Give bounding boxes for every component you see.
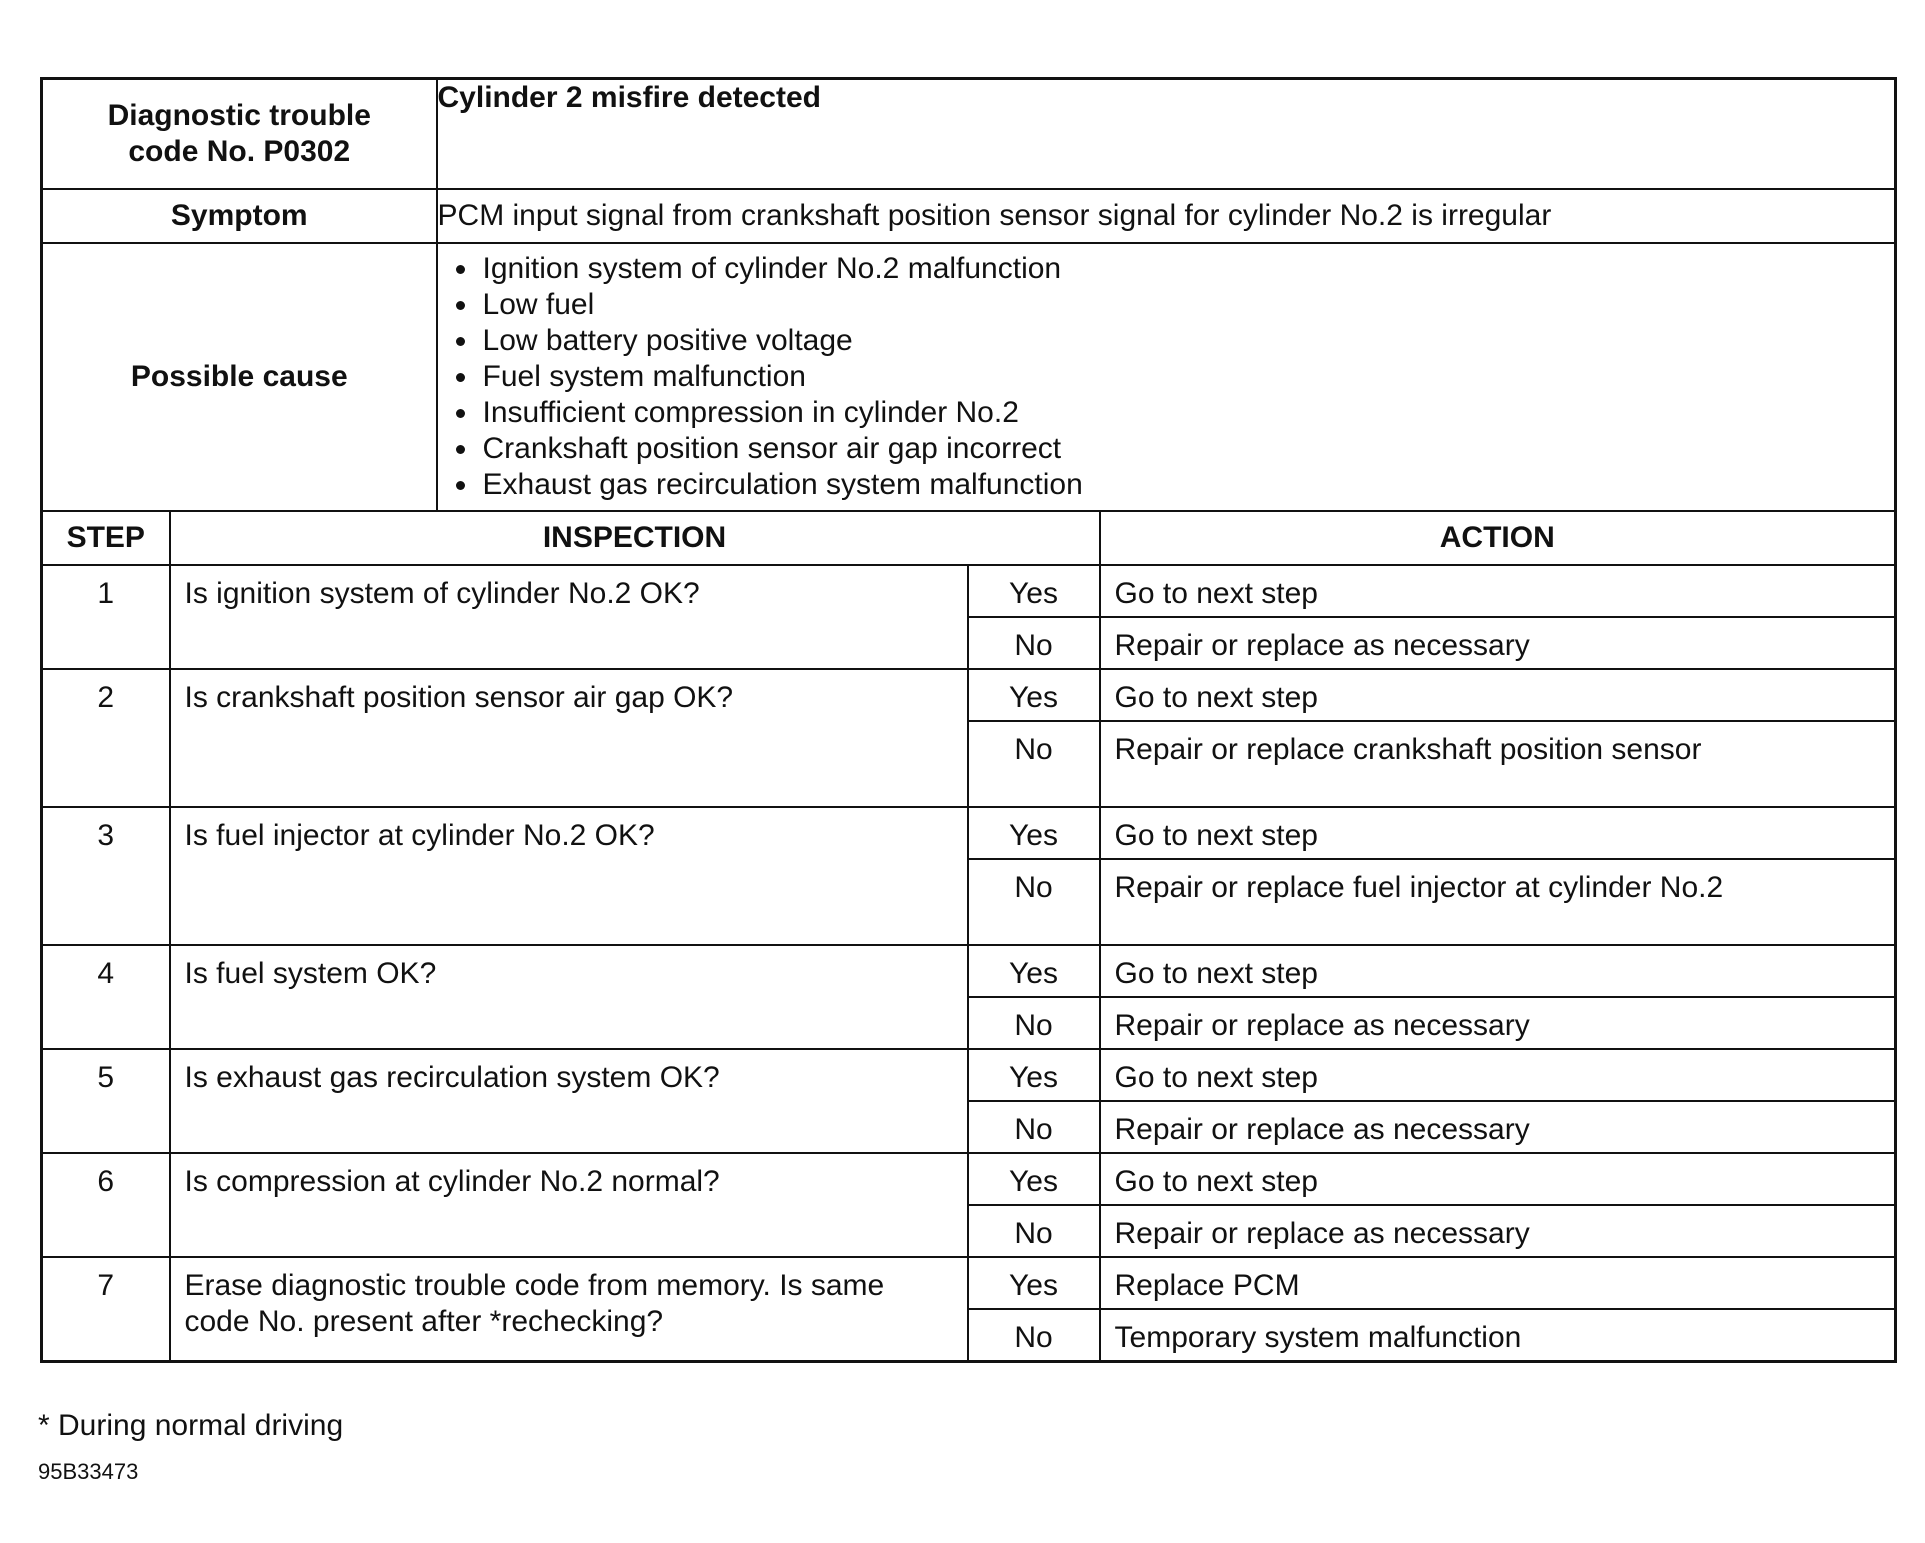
possible-cause-cell xyxy=(437,243,1896,511)
inspection-text: Is crankshaft position sensor air gap OK? xyxy=(170,669,968,807)
step-row-yes xyxy=(42,1049,1896,1101)
step-number: 7 xyxy=(42,1257,170,1361)
step-column-header: STEP xyxy=(42,511,170,565)
step-row-yes xyxy=(42,945,1896,997)
no-action: Repair or replace as necessary xyxy=(1100,617,1896,669)
column-header-row xyxy=(42,511,1896,565)
inspection-text: Is exhaust gas recirculation system OK? xyxy=(170,1049,968,1153)
no-action: Repair or replace as necessary xyxy=(1100,997,1896,1049)
diagnostic-chart xyxy=(40,77,1894,1363)
action-column-header: ACTION xyxy=(1100,511,1896,565)
cause-item: Insufficient compression in cylinder No.2 xyxy=(452,395,1881,431)
step-row-yes xyxy=(42,565,1896,617)
yes-action: Go to next step xyxy=(1100,807,1896,859)
step-row-yes xyxy=(42,807,1896,859)
dtc-label-cell xyxy=(42,79,437,190)
dtc-description: Cylinder 2 misfire detected xyxy=(437,79,1896,190)
step-number: 6 xyxy=(42,1153,170,1257)
inspection-text: Is fuel system OK? xyxy=(170,945,968,1049)
cause-item: Crankshaft position sensor air gap incorrect xyxy=(452,431,1881,467)
yes-action: Go to next step xyxy=(1100,669,1896,721)
symptom-label: Symptom xyxy=(42,189,437,243)
no-action: Repair or replace as necessary xyxy=(1100,1101,1896,1153)
yes-action: Go to next step xyxy=(1100,1153,1896,1205)
no-action: Repair or replace crankshaft position sensor xyxy=(1100,721,1896,807)
cause-item: Ignition system of cylinder No.2 malfunction xyxy=(452,251,1881,287)
step-row-yes xyxy=(42,1257,1896,1309)
cause-item: Exhaust gas recirculation system malfunction xyxy=(452,467,1881,503)
yes-action: Go to next step xyxy=(1100,945,1896,997)
no-label: No xyxy=(968,1205,1100,1257)
step-number: 4 xyxy=(42,945,170,1049)
step-row-yes xyxy=(42,669,1896,721)
yes-label: Yes xyxy=(968,807,1100,859)
yes-action: Go to next step xyxy=(1100,565,1896,617)
possible-cause-row xyxy=(42,243,1896,511)
no-label: No xyxy=(968,997,1100,1049)
no-label: No xyxy=(968,721,1100,807)
no-label: No xyxy=(968,1101,1100,1153)
diagnostic-table xyxy=(40,77,1897,1363)
inspection-text: Is fuel injector at cylinder No.2 OK? xyxy=(170,807,968,945)
yes-label: Yes xyxy=(968,1153,1100,1205)
step-number: 2 xyxy=(42,669,170,807)
yes-label: Yes xyxy=(968,669,1100,721)
figure-id: 95B33473 xyxy=(38,1459,139,1484)
no-label: No xyxy=(968,617,1100,669)
step-number: 1 xyxy=(42,565,170,669)
step-number: 5 xyxy=(42,1049,170,1153)
cause-item: Low battery positive voltage xyxy=(452,323,1881,359)
yes-action: Go to next step xyxy=(1100,1049,1896,1101)
symptom-row xyxy=(42,189,1896,243)
step-row-yes xyxy=(42,1153,1896,1205)
dtc-label-line2: code No. P0302 xyxy=(128,135,351,168)
inspection-text: Is ignition system of cylinder No.2 OK? xyxy=(170,565,968,669)
yes-action: Replace PCM xyxy=(1100,1257,1896,1309)
inspection-text: Is compression at cylinder No.2 normal? xyxy=(170,1153,968,1257)
yes-label: Yes xyxy=(968,945,1100,997)
no-label: No xyxy=(968,859,1100,945)
no-action: Repair or replace as necessary xyxy=(1100,1205,1896,1257)
no-label: No xyxy=(968,1309,1100,1361)
no-action: Temporary system malfunction xyxy=(1100,1309,1896,1361)
possible-cause-list xyxy=(438,244,1895,510)
dtc-label-line1: Diagnostic trouble xyxy=(107,99,371,132)
symptom-value: PCM input signal from crankshaft position sensor signal for cylinder No.2 is irregular xyxy=(437,189,1896,243)
step-number: 3 xyxy=(42,807,170,945)
yes-label: Yes xyxy=(968,565,1100,617)
dtc-row xyxy=(42,79,1896,190)
no-action: Repair or replace fuel injector at cylinder No.2 xyxy=(1100,859,1896,945)
possible-cause-label: Possible cause xyxy=(42,243,437,511)
yes-label: Yes xyxy=(968,1049,1100,1101)
yes-label: Yes xyxy=(968,1257,1100,1309)
inspection-text: Erase diagnostic trouble code from memory. Is same code No. present after *rechecking? xyxy=(170,1257,968,1361)
footnote: * During normal driving xyxy=(38,1409,344,1442)
inspection-column-header: INSPECTION xyxy=(170,511,1100,565)
cause-item: Low fuel xyxy=(452,287,1881,323)
cause-item: Fuel system malfunction xyxy=(452,359,1881,395)
